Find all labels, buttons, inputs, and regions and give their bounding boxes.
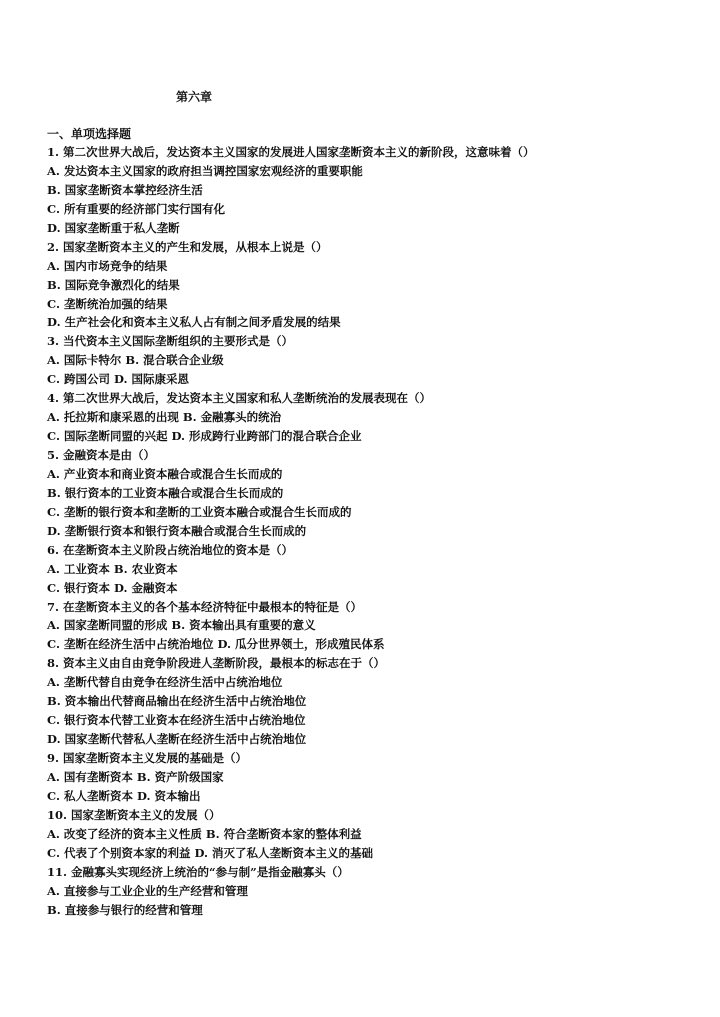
option-line: A. 工业资本 B. 农业资本 xyxy=(47,561,178,576)
option-line: C. 垄断的银行资本和垄断的工业资本融合或混合生长而成的 xyxy=(47,504,352,519)
option-line: A. 产业资本和商业资本融合或混合生长而成的 xyxy=(47,466,283,481)
question-line: 3. 当代资本主义国际垄断组织的主要形式是（） xyxy=(47,334,294,349)
option-line: A. 发达资本主义国家的政府担当调控国家宏观经济的重要职能 xyxy=(47,163,363,178)
question-line: 8. 资本主义由自由竞争阶段进人垄断阶段，最根本的标志在于（） xyxy=(47,656,386,671)
option-line: D. 垄断银行资本和银行资本融合或混合生长而成的 xyxy=(47,523,307,538)
option-line: C. 银行资本代替工业资本在经济生活中占统治地位 xyxy=(47,713,306,728)
option-line: B. 资本输出代替商品输出在经济生活中占统治地位 xyxy=(47,694,307,709)
option-line: C. 垄断在经济生活中占统治地位 D. 瓜分世界领土，形成殖民体系 xyxy=(47,637,385,652)
question-line: 10. 国家垄断资本主义的发展（） xyxy=(47,807,221,822)
question-line: 11. 金融寡头实现经济上统治的“参与制”是指金融寡头（） xyxy=(47,864,349,879)
option-line: D. 国家垄断代替私人垄断在经济生活中占统治地位 xyxy=(47,732,307,747)
option-line: A. 直接参与工业企业的生产经营和管理 xyxy=(47,883,248,898)
question-line: 5. 金融资本是由（） xyxy=(47,448,156,462)
option-line: A. 国内市场竞争的结果 xyxy=(47,258,168,273)
option-line: A. 国有垄断资本 B. 资产阶级国家 xyxy=(47,769,224,784)
section-heading: 一、单项选择题 xyxy=(47,127,132,141)
option-line: B. 国家垄断资本掌控经济生活 xyxy=(47,182,203,197)
option-line: B. 直接参与银行的经营和管理 xyxy=(47,902,203,917)
option-line: C. 私人垄断资本 D. 资本输出 xyxy=(47,788,201,803)
option-line: A. 托拉斯和康采恩的出现 B. 金融寡头的统治 xyxy=(47,410,282,425)
option-line: C. 代表了个别资本家的利益 D. 消灭了私人垄断资本主义的基础 xyxy=(47,845,374,860)
option-line: A. 国家垄断同盟的形成 B. 资本输出具有重要的意义 xyxy=(47,618,316,633)
option-line: A. 垄断代替自由竞争在经济生活中占统治地位 xyxy=(47,675,283,690)
chapter-title: 第六章 xyxy=(176,90,213,104)
option-line: D. 国家垄断重于私人垄断 xyxy=(47,220,180,235)
option-line: C. 银行资本 D. 金融资本 xyxy=(47,580,178,595)
question-line: 4. 第二次世界大战后，发达资本主义国家和私人垄断统治的发展表现在（） xyxy=(47,391,432,406)
option-line: C. 国际垄断同盟的兴起 D. 形成跨行业跨部门的混合联合企业 xyxy=(47,429,362,444)
question-line: 9. 国家垄断资本主义发展的基础是（） xyxy=(47,751,248,765)
option-line: A. 国际卡特尔 B. 混合联合企业级 xyxy=(47,353,224,368)
option-line: B. 国际竞争激烈化的结果 xyxy=(47,277,180,292)
option-line: C. 跨国公司 D. 国际康采恩 xyxy=(47,372,190,387)
question-line: 1. 第二次世界大战后，发达资本主义国家的发展进人国家垄断资本主义的新阶段，这意味着（） xyxy=(47,145,535,159)
question-line: 2. 国家垄断资本主义的产生和发展，从根本上说是（） xyxy=(47,239,328,254)
option-line: C. 垄断统治加强的结果 xyxy=(47,296,168,311)
option-line: C. 所有重要的经济部门实行国有化 xyxy=(47,201,225,216)
question-line: 6. 在垄断资本主义阶段占统治地位的资本是（） xyxy=(47,542,294,557)
option-line: A. 改变了经济的资本主义性质 B. 符合垄断资本家的整体利益 xyxy=(47,826,362,841)
option-line: B. 银行资本的工业资本融合或混合生长而成的 xyxy=(47,485,284,500)
question-list xyxy=(47,143,687,919)
question-line: 7. 在垄断资本主义的各个基本经济特征中最根本的特征是（） xyxy=(47,599,363,614)
option-line: D. 生产社会化和资本主义私人占有制之间矛盾发展的结果 xyxy=(47,315,341,330)
